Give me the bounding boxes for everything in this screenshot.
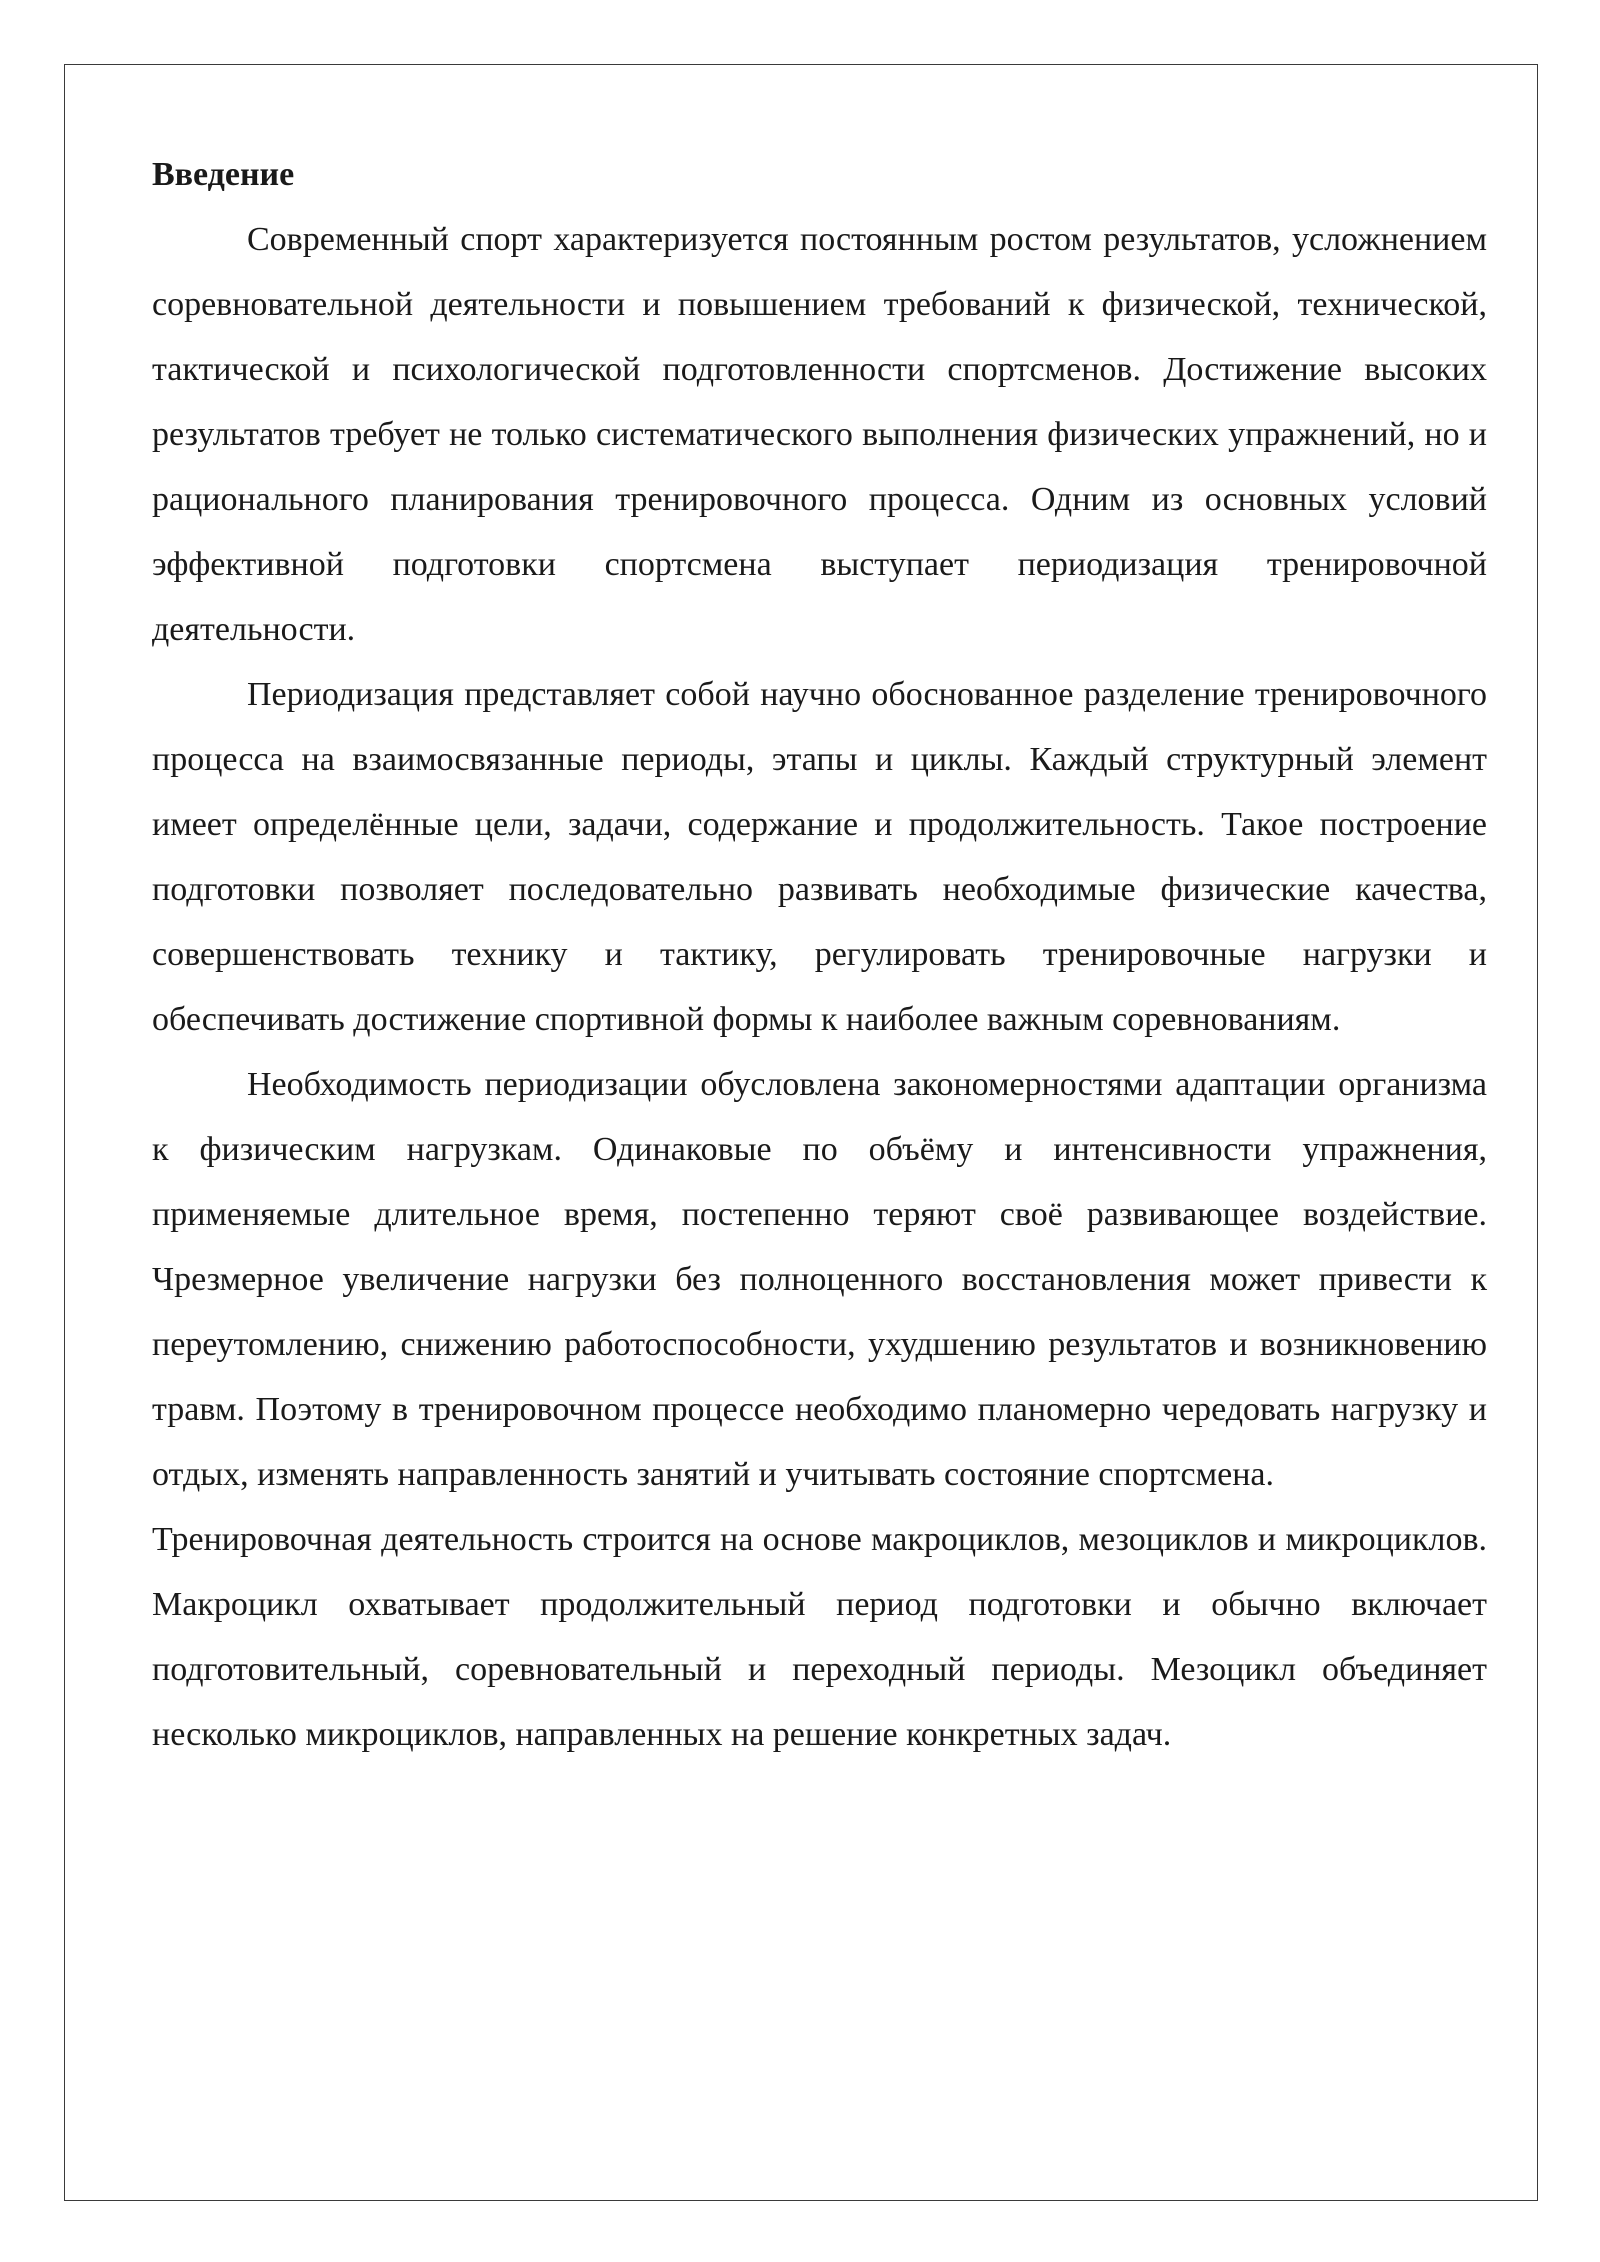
paragraph-3: Необходимость периодизации обусловлена закономерностями адаптации организма к физическим нагрузкам. Одинаковые по объёму и интенсивности упражнения, применяемые длительное время, постепенно теряют своё развивающее воздействие. Чрезмерное увеличение нагрузки без полноценного восстановления может привести к переутомлению, снижению работоспособности, ухудшению результатов и возникновению травм. Поэтому в тренировочном процессе необходимо планомерно чередовать нагрузку и отдых, изменять направленность занятий и учитывать состояние спортсмена. [152, 1066, 1487, 1493]
section-heading: Введение [152, 156, 295, 193]
paragraph-2: Периодизация представляет собой научно обоснованное разделение тренировочного процесса на взаимосвязанные периоды, этапы и циклы. Каждый структурный элемент имеет определённые цели, задачи, содержание и продолжительность. Такое построение подготовки позволяет последовательно развивать необходимые физические качества, совершенствовать технику и тактику, регулировать тренировочные нагрузки и обеспечивать достижение спортивной формы к наиболее важным соревнованиям. [152, 676, 1487, 1038]
document-body [152, 142, 1487, 1767]
paragraph-4: Тренировочная деятельность строится на основе макроциклов, мезоциклов и микроциклов. Макроцикл охватывает продолжительный период подготовки и обычно включает подготовительный, соревновательный и переходный периоды. Мезоцикл объединяет несколько микроциклов, направленных на решение конкретных задач. [152, 1521, 1487, 1753]
paragraph-1: Современный спорт характеризуется постоянным ростом результатов, усложнением соревновательной деятельности и повышением требований к физической, технической, тактической и психологической подготовленности спортсменов. Достижение высоких результатов требует не только систематического выполнения физических упражнений, но и рационального планирования тренировочного процесса. Одним из основных условий эффективной подготовки спортсмена выступает периодизация тренировочной деятельности. [152, 221, 1487, 648]
